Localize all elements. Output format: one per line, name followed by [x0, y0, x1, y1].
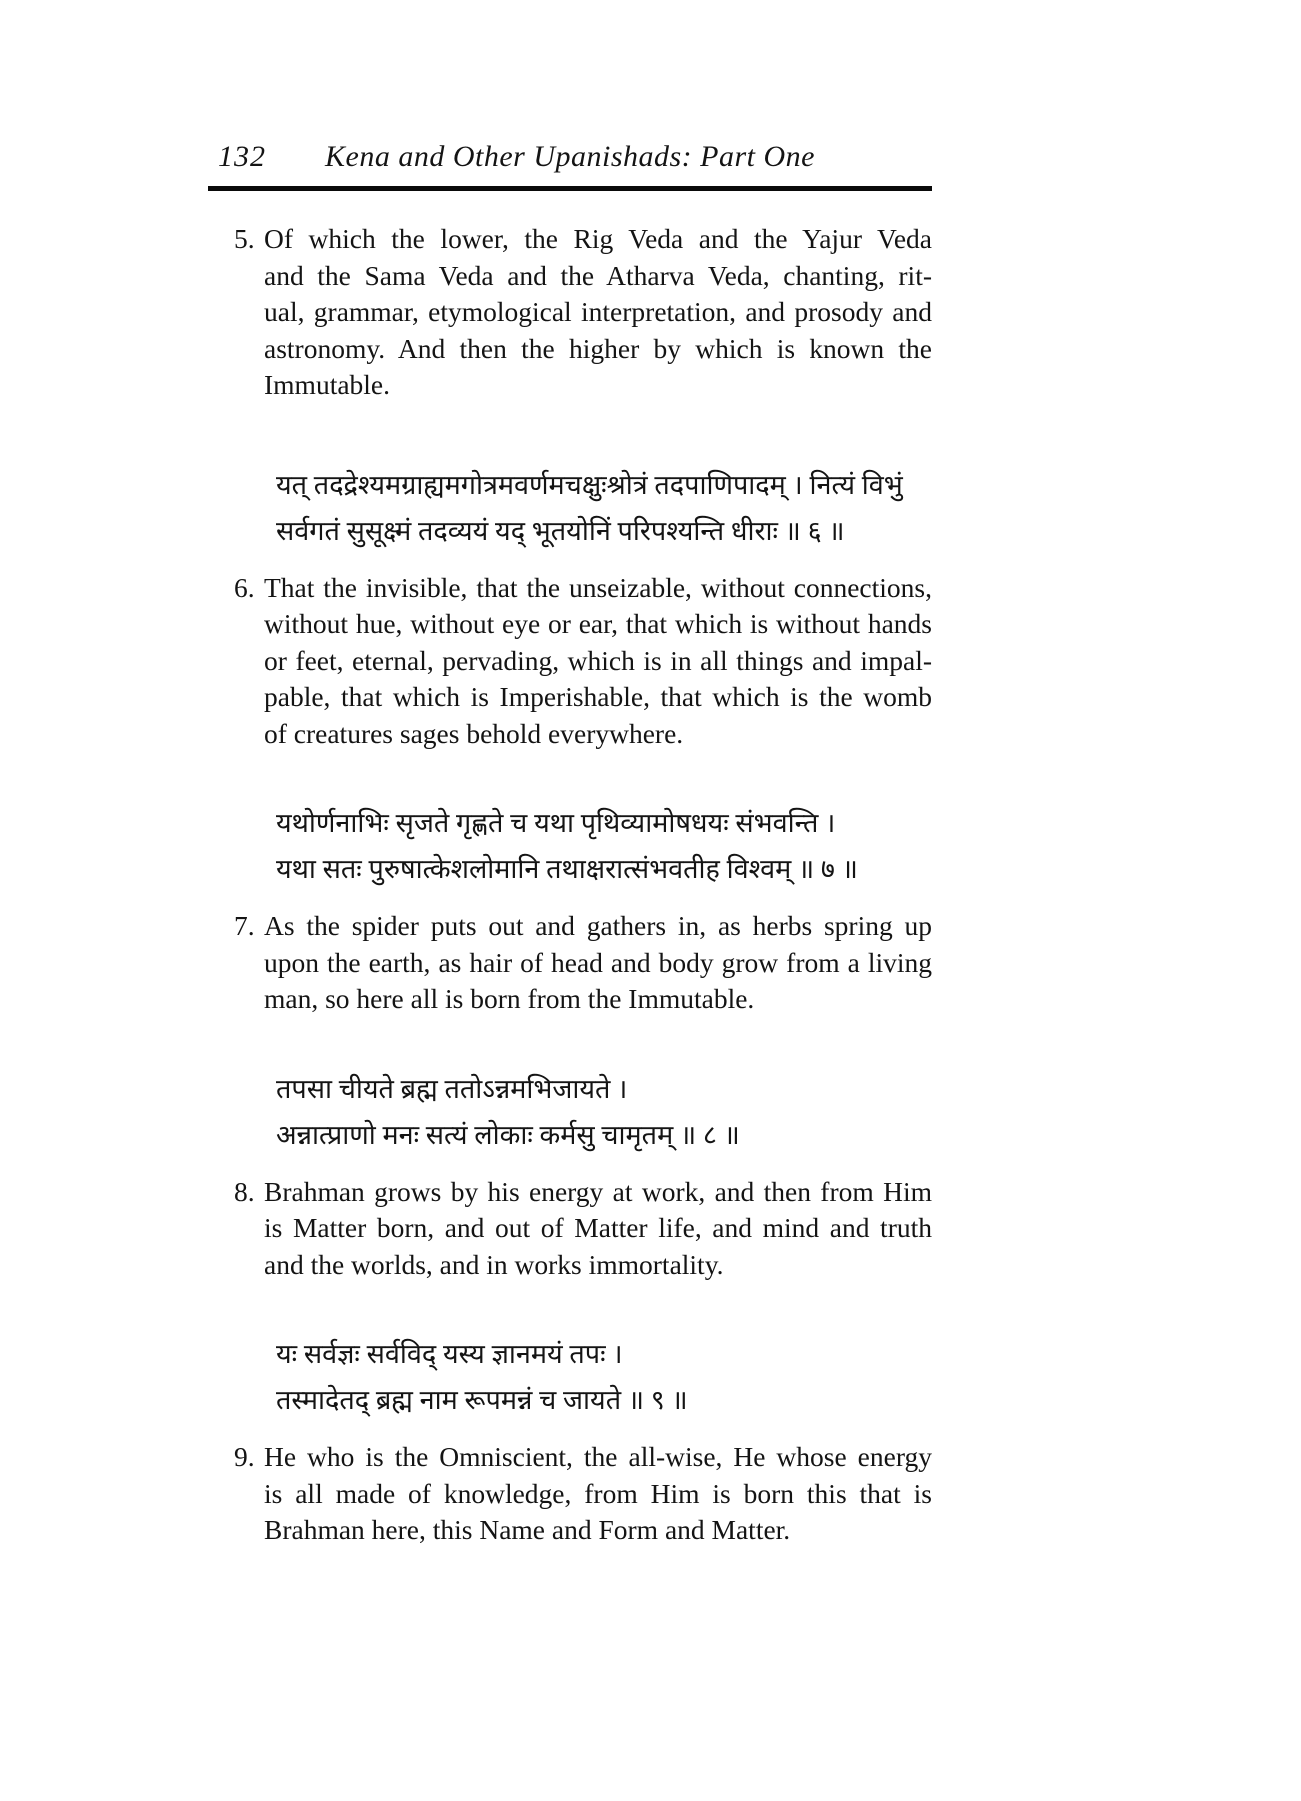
text-line: He who is the Omniscient, the all-wise, He whose energy	[264, 1441, 932, 1472]
text-line: pable, that which is Imperishable, that which is the womb	[264, 681, 932, 712]
page-number: 132	[218, 140, 266, 173]
sanskrit-verse-6	[208, 462, 932, 554]
sanskrit-line: यः सर्वज्ञः सर्वविद् यस्य ज्ञानमयं तपः ।	[276, 1339, 623, 1369]
sanskrit-line: तपसा चीयते ब्रह्म ततोऽन्नमभिजायते ।	[276, 1073, 628, 1104]
text-line: Brahman grows by his energy at work, and then from Him	[264, 1175, 932, 1207]
item-number: 7.	[234, 910, 255, 941]
text-line: and the worlds, and in works immortality.	[264, 1248, 724, 1280]
sanskrit-line: तस्मादेतद् ब्रह्म नाम रूपमन्नं च जायते ॥ ९ ॥	[276, 1385, 688, 1415]
running-header	[208, 138, 932, 178]
item-body	[264, 1439, 932, 1549]
sanskrit-verse-8	[208, 1066, 932, 1158]
item-number: 9.	[234, 1441, 255, 1472]
text-line: Brahman here, this Name and Form and Matter.	[264, 1514, 791, 1545]
paragraph-item-6	[208, 570, 932, 753]
header-title: Kena and Other Upanishads: Part One	[325, 140, 815, 173]
paragraph-item-5	[208, 221, 932, 404]
text-line: man, so here all is born from the Immutable.	[264, 983, 755, 1014]
sanskrit-verse-9	[208, 1331, 932, 1423]
item-number: 8.	[234, 1175, 255, 1207]
text-line: is Matter born, and out of Matter life, and mind and truth	[264, 1212, 932, 1243]
header-rule	[208, 186, 932, 191]
item-number: 5.	[234, 223, 255, 254]
sanskrit-line: यत् तदद्रेश्यमग्राह्यमगोत्रमवर्णमचक्षुःश्रोत्रं तदपाणिपादम् । नित्यं विभुं	[276, 469, 903, 500]
paragraph-item-8	[208, 1174, 932, 1284]
paragraph-item-7	[208, 908, 932, 1018]
sanskrit-line: अन्नात्प्राणो मनः सत्यं लोकाः कर्मसु चामृतम् ॥ ८ ॥	[276, 1119, 740, 1150]
text-line: That the invisible, that the unseizable, without connections,	[264, 571, 932, 603]
text-line: As the spider puts out and gathers in, as herbs spring up	[264, 910, 932, 941]
text-line: Immutable.	[264, 369, 391, 400]
text-line: without hue, without eye or ear, that which is without hands	[264, 608, 932, 639]
text-line: Of which the lower, the Rig Veda and the Yajur Veda	[264, 223, 932, 254]
text-line: upon the earth, as hair of head and body grow from a living	[264, 946, 932, 978]
item-body	[264, 570, 932, 753]
text-line: and the Sama Veda and the Atharva Veda, chanting, rit-	[264, 259, 932, 291]
sanskrit-line: यथोर्णनाभिः सृजते गृह्णते च यथा पृथिव्यामोषधयः संभवन्ति ।	[276, 808, 836, 838]
sanskrit-line: सर्वगतं सुसूक्ष्मं तदव्ययं यद् भूतयोनिं परिपश्यन्ति धीराः ॥ ६ ॥	[276, 515, 845, 546]
paragraph-item-9	[208, 1439, 932, 1549]
sanskrit-line: यथा सतः पुरुषात्केशलोमानि तथाक्षरात्संभवतीह विश्वम् ॥ ७ ॥	[276, 854, 858, 884]
text-line: is all made of knowledge, from Him is born this that is	[264, 1477, 932, 1509]
text-line: or feet, eternal, pervading, which is in all things and impal-	[264, 644, 932, 676]
item-number: 6.	[234, 571, 255, 603]
sanskrit-verse-7	[208, 800, 932, 892]
text-line: of creatures sages behold everywhere.	[264, 717, 684, 749]
text-line: astronomy. And then the higher by which is known the	[264, 332, 932, 364]
item-body	[264, 908, 932, 1018]
text-column	[208, 138, 932, 1549]
text-line: ual, grammar, etymological interpretation, and prosody and	[264, 296, 932, 327]
item-body	[264, 1174, 932, 1284]
item-body	[264, 221, 932, 404]
